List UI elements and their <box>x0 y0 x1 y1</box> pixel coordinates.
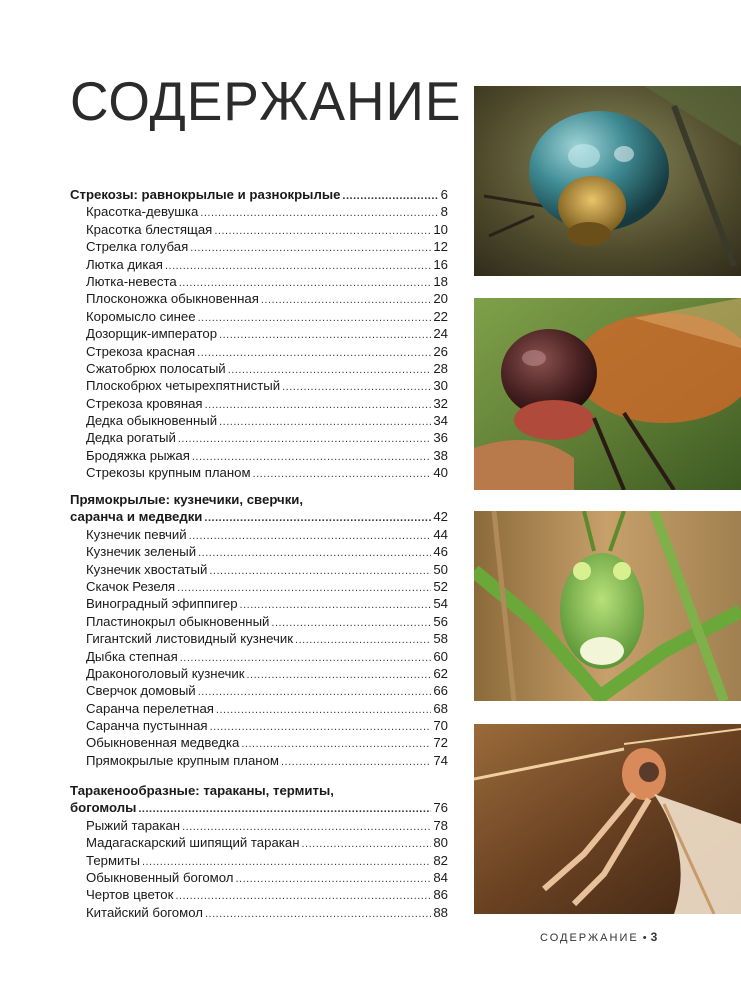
toc-entry-label: Лютка дикая <box>86 256 163 272</box>
toc-entry-label: Сжатобрюх полосатый <box>86 360 226 376</box>
toc-page-number: 16 <box>433 256 448 272</box>
toc-entry[interactable] <box>70 630 448 647</box>
toc-entry[interactable] <box>70 869 448 886</box>
toc-entry[interactable] <box>70 834 448 851</box>
dot-leader <box>281 754 431 771</box>
dot-leader <box>216 702 431 719</box>
toc-entry-label: Лютка-невеста <box>86 273 177 289</box>
dot-leader <box>138 801 431 818</box>
toc-page-number: 62 <box>433 665 448 681</box>
dot-leader <box>219 327 431 344</box>
toc-page-number: 32 <box>433 395 448 411</box>
toc-entry-label: Обыкновенная медведка <box>86 735 240 751</box>
dot-leader <box>253 466 432 483</box>
toc-page-number: 12 <box>433 239 448 255</box>
photo-red-dragonfly <box>474 298 741 490</box>
toc-page-number: 82 <box>433 852 448 868</box>
toc-entry-label: Термиты <box>86 852 140 868</box>
toc-entry-label: Кузнечик певчий <box>86 526 187 542</box>
footer-separator: • <box>642 932 649 944</box>
toc-entry[interactable] <box>70 665 448 682</box>
dot-leader <box>175 888 431 905</box>
dot-leader <box>165 258 431 275</box>
page-footer <box>540 930 657 944</box>
toc-entry[interactable] <box>70 734 448 751</box>
toc-entry[interactable] <box>70 308 448 325</box>
toc-page-number: 22 <box>433 308 448 324</box>
toc-page-number: 74 <box>433 752 448 768</box>
toc-entry[interactable] <box>70 886 448 903</box>
toc-entry[interactable] <box>70 561 448 578</box>
dot-leader <box>197 345 431 362</box>
dot-leader <box>200 205 438 222</box>
toc-page-number: 40 <box>433 465 448 481</box>
toc-entry-label: Кузнечик хвостатый <box>86 561 208 577</box>
dot-leader <box>210 719 432 736</box>
toc-entry-label: Дыбка степная <box>86 648 178 664</box>
toc-page-number: 6 <box>440 187 448 202</box>
toc-entry[interactable] <box>70 700 448 717</box>
toc-entry[interactable] <box>70 464 448 481</box>
toc-entry[interactable] <box>70 412 448 429</box>
toc-entry-label: Стрекоза кровяная <box>86 395 203 411</box>
toc-section-orthoptera <box>70 491 448 769</box>
toc-heading-label: Таракенообразные: тараканы, термиты, <box>70 783 334 798</box>
dot-leader <box>214 223 431 240</box>
toc-section-dragonflies <box>70 186 448 482</box>
toc-entry-label: Китайский богомол <box>86 904 203 920</box>
toc-entry[interactable] <box>70 273 448 290</box>
toc-page-number: 26 <box>433 343 448 359</box>
toc-entry-label: Прямокрылые крупным планом <box>86 752 279 768</box>
toc-page-number: 10 <box>433 221 448 237</box>
toc-entry-label: Саранча перелетная <box>86 700 214 716</box>
toc-page-number: 88 <box>433 904 448 920</box>
toc-entry[interactable] <box>70 360 448 377</box>
toc-page-number: 34 <box>433 413 448 429</box>
toc-entry[interactable] <box>70 238 448 255</box>
dot-leader <box>178 431 431 448</box>
toc-page-number: 70 <box>433 718 448 734</box>
toc-entry[interactable] <box>70 543 448 560</box>
toc-entry-label: Чертов цветок <box>86 887 174 903</box>
toc-page-number: 58 <box>433 631 448 647</box>
toc-entry-label: Саранча пустынная <box>86 718 208 734</box>
toc-entry[interactable] <box>70 343 448 360</box>
toc-entry-label: Дедка рогатый <box>86 430 176 446</box>
toc-section-heading <box>70 491 448 508</box>
toc-entry[interactable] <box>70 203 448 220</box>
toc-entry-label: Бродяжка рыжая <box>86 447 190 463</box>
toc-entry-label: Дедка обыкновенный <box>86 413 218 429</box>
photo-mantis <box>474 724 741 914</box>
toc-entry[interactable] <box>70 613 448 630</box>
dot-leader <box>198 684 432 701</box>
toc-page-number: 24 <box>433 326 448 342</box>
toc-page-number: 8 <box>440 204 448 220</box>
toc-entry-label: Дозорщик-император <box>86 326 218 342</box>
toc-entry[interactable] <box>70 595 448 612</box>
toc-page-number: 50 <box>433 561 448 577</box>
toc-entry[interactable] <box>70 648 448 665</box>
dot-leader <box>190 240 431 257</box>
toc-entry-label: Красотка-девушка <box>86 204 199 220</box>
toc-page-number: 84 <box>433 869 448 885</box>
toc-page-number: 80 <box>433 835 448 851</box>
toc-entry[interactable] <box>70 377 448 394</box>
dot-leader <box>209 563 431 580</box>
toc-entry-label: Стрекозы крупным планом <box>86 465 251 481</box>
toc-entry[interactable] <box>70 904 448 921</box>
dot-leader <box>205 906 431 923</box>
toc-page-number: 76 <box>433 800 448 816</box>
toc-page-number: 66 <box>433 683 448 699</box>
toc-page-number: 54 <box>433 596 448 612</box>
dot-leader <box>219 414 431 431</box>
toc-page-number: 68 <box>433 700 448 716</box>
toc-page-number: 86 <box>433 887 448 903</box>
toc-entry[interactable] <box>70 447 448 464</box>
toc-entry[interactable] <box>70 752 448 769</box>
toc-section-cockroaches <box>70 782 448 921</box>
toc-page-number: 38 <box>433 447 448 463</box>
toc-entry-label: Виноградный эфиппигер <box>86 596 238 612</box>
dot-leader <box>198 545 431 562</box>
dot-leader <box>282 379 431 396</box>
dot-leader <box>198 310 432 327</box>
toc-entry[interactable] <box>70 290 448 307</box>
toc-page-number: 78 <box>433 817 448 833</box>
toc-entry-label: Коромысло синее <box>86 308 196 324</box>
toc-page-number: 28 <box>433 360 448 376</box>
toc-entry-label: Кузнечик зеленый <box>86 544 197 560</box>
toc-section-heading <box>70 782 448 799</box>
toc-entry-label: Пластинокрыл обыкновенный <box>86 613 270 629</box>
dot-leader <box>271 615 431 632</box>
toc-entry[interactable] <box>70 852 448 869</box>
dot-leader <box>246 667 431 684</box>
toc-entry-label: Мадагаскарский шипящий таракан <box>86 835 300 851</box>
toc-entry[interactable] <box>70 682 448 699</box>
toc-entry[interactable] <box>70 578 448 595</box>
toc-section-heading <box>70 186 448 203</box>
toc-entry-label: Плоскобрюх четырехпятнистый <box>86 378 281 394</box>
toc-entry-label: Скачок Резеля <box>86 578 176 594</box>
toc-section-heading <box>70 799 448 816</box>
toc-entry[interactable] <box>70 395 448 412</box>
toc-entry-label: Стрекоза красная <box>86 343 196 359</box>
toc-entry-label: Рыжий таракан <box>86 817 181 833</box>
toc-entry-label: Плосконожка обыкновенная <box>86 291 259 307</box>
dot-leader <box>342 188 438 205</box>
toc-entry[interactable] <box>70 817 448 834</box>
toc-page-number: 46 <box>433 544 448 560</box>
toc-page-number: 60 <box>433 648 448 664</box>
toc-heading-label: Прямокрылые: кузнечики, сверчки, <box>70 492 304 507</box>
toc-entry[interactable] <box>70 526 448 543</box>
dot-leader <box>301 836 431 853</box>
toc-page-number: 36 <box>433 430 448 446</box>
toc-entry-label: Стрелка голубая <box>86 239 189 255</box>
toc-entry[interactable] <box>70 325 448 342</box>
toc-page-number: 72 <box>433 735 448 751</box>
dot-leader <box>295 632 431 649</box>
toc-page-number: 42 <box>433 509 448 525</box>
dot-leader <box>189 528 432 545</box>
dot-leader <box>236 871 432 888</box>
toc-entry-label: Драконоголовый кузнечик <box>86 665 245 681</box>
footer-label: СОДЕРЖАНИЕ <box>540 932 639 944</box>
toc-page-number: 44 <box>433 526 448 542</box>
toc-entry[interactable] <box>70 429 448 446</box>
toc-entry-label: Гигантский листовидный кузнечик <box>86 631 294 647</box>
toc-entry-label: Красотка блестящая <box>86 221 213 237</box>
toc-entry[interactable] <box>70 256 448 273</box>
toc-page-number: 20 <box>433 291 448 307</box>
page-number: 3 <box>650 930 658 944</box>
photo-dragonfly-head <box>474 86 741 276</box>
toc-page-number: 56 <box>433 613 448 629</box>
photo-green-grasshopper <box>474 511 741 701</box>
toc-entry[interactable] <box>70 221 448 238</box>
dot-leader <box>204 510 431 527</box>
toc-page-number: 30 <box>433 378 448 394</box>
page-title: СОДЕРЖАНИЕ <box>70 70 462 132</box>
toc-section-heading <box>70 508 448 525</box>
toc-heading-label: саранча и медведки <box>70 509 203 525</box>
toc-heading-label: Стрекозы: равнокрылые и разнокрылые <box>70 187 341 202</box>
toc-heading-label: богомолы <box>70 800 137 816</box>
dot-leader <box>205 397 432 414</box>
toc-entry-label: Сверчок домовый <box>86 683 196 699</box>
toc-entry[interactable] <box>70 717 448 734</box>
toc-entry-label: Обыкновенный богомол <box>86 869 234 885</box>
toc-page-number: 52 <box>433 578 448 594</box>
toc-page-number: 18 <box>433 273 448 289</box>
dot-leader <box>261 292 431 309</box>
